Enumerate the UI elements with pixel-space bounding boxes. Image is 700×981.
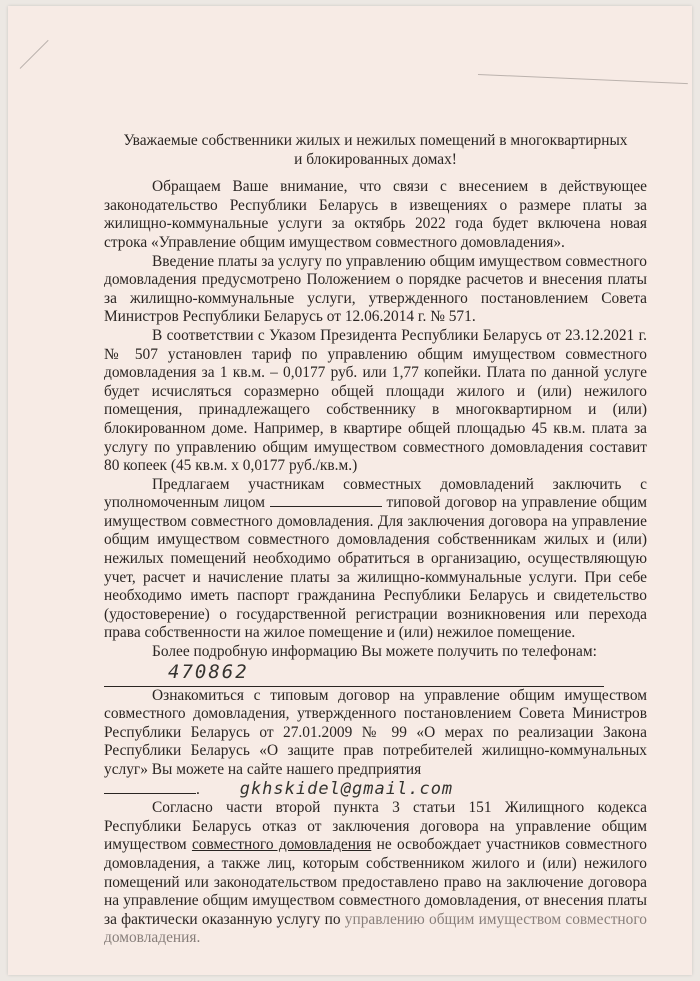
- website-text: Ознакомиться с типовым договор на управление общим имуществом совместного домовладения, утвержденного постановлением Совета Министров Республики Беларусь от 27.01.2009 № 99 «О мерах по реализации Закона Республики Беларусь «О защите прав потребителей жилищно-коммунальных услуг» Вы можете на сайте нашего предприятия: [104, 686, 647, 778]
- contract-offer-end: типовой договор на управление общим имуществом совместного домовладения. Для заключения договора на управление общим имуществом совместного домовладения собственникам жилых и (или) нежилых помещений необходимо обратиться в организацию, осуществляющую учет, расчет и начисление платы за жилищно-коммунальные услуги. При себе необходимо иметь паспорт гражданина Республики Беларусь и свидетельство (удостоверение) о государственной регистрации возникновения или перехода права собственности на жилое помещение и (или) нежилое помещение.: [104, 494, 647, 642]
- title-line-1: Уважаемые собственники жилых и нежилых помещений в многоквартирных: [123, 132, 628, 149]
- paragraph-housing-code: [104, 799, 647, 948]
- scan-artifact-line: [478, 74, 688, 84]
- blank-authorized-person: [270, 494, 382, 507]
- cut-off-last-line: управлению общим имуществом совместного домовладения.: [104, 910, 647, 947]
- title-line-2: и блокированных домах!: [294, 150, 457, 168]
- document-page: [8, 6, 692, 975]
- scan-artifact-line: [20, 40, 49, 69]
- website-handwritten: gkhskidel@gmail.com: [239, 778, 454, 799]
- contract-offer-start: Предлагаем участникам совместных домовладений заключить с уполномоченным лицом: [104, 475, 647, 512]
- document-body: [104, 132, 647, 948]
- housing-code-end: не освобождает участников совместного домовладения, а также лиц, которым собственником жилого и (или) нежилого помещений или законодательством предоставлено право на заключение договора на управление общим имуществом совместного домовладения, от внесения платы за фактически оказанную услугу по: [104, 836, 647, 928]
- housing-code-underlined: совместного домовладения: [191, 836, 372, 854]
- blank-website: [104, 781, 196, 794]
- paragraph-regulation: Введение платы за услугу по управлению общим имуществом совместного домовладения предусмотрено Положением о порядке расчетов и внесения платы за жилищно-коммунальные услуги, утвержденного постановлением Совета Министров Республики Беларусь от 12.06.2014 г. № 571.: [104, 252, 647, 326]
- paragraph-tariff: В соответствии с Указом Президента Республики Беларусь от 23.12.2021 г. № 507 установлен тариф по управлению общим имуществом совместного домовладения за 1 кв.м. – 0,0177 руб. или 1,77 копейки. Плата по данной услуге будет исчисляться соразмерно общей площади жилого и (или) нежилого помещения, принадлежащего собственнику в многоквартирном и (или) блокированном доме. Например, в квартире общей площадью 45 кв.м. плата за услугу по управлению общим имуществом совместного домовладения составит 80 копеек (45 кв.м. х 0,0177 руб./кв.м.): [104, 326, 647, 475]
- housing-code-start: Согласно части второй пункта 3 статьи 151 Жилищного кодекса Республики Беларусь отказ от заключения договора на управление общим имуществом: [104, 799, 647, 854]
- paragraph-phone: Более подробную информацию Вы можете получить по телефонам:: [152, 643, 597, 661]
- phone-number-handwritten: 470862: [168, 660, 249, 683]
- phone-line: [104, 662, 604, 687]
- paragraph-notice: Обращаем Ваше внимание, что связи с внесением в действующее законодательство Республики Беларусь в извещениях о размере платы за жилищно-коммунальные услуги за октябрь 2022 года будет включена новая строка «Управление общим имуществом совместного домовладения».: [104, 178, 647, 251]
- paragraph-contract-offer: [104, 476, 647, 643]
- document-title: [104, 132, 647, 169]
- paragraph-website: Ознакомиться с типовым договор на управление общим имуществом совместного домовладения, утвержденного постановлением Совета Министров Республики Беларусь от 27.01.2009 № 99 «О мерах по реализации Закона Республики Беларусь «О защите прав потребителей жилищно-коммунальных услуг» Вы можете на сайте нашего предприятия . gkhskidel@gmail.com: [104, 686, 647, 799]
